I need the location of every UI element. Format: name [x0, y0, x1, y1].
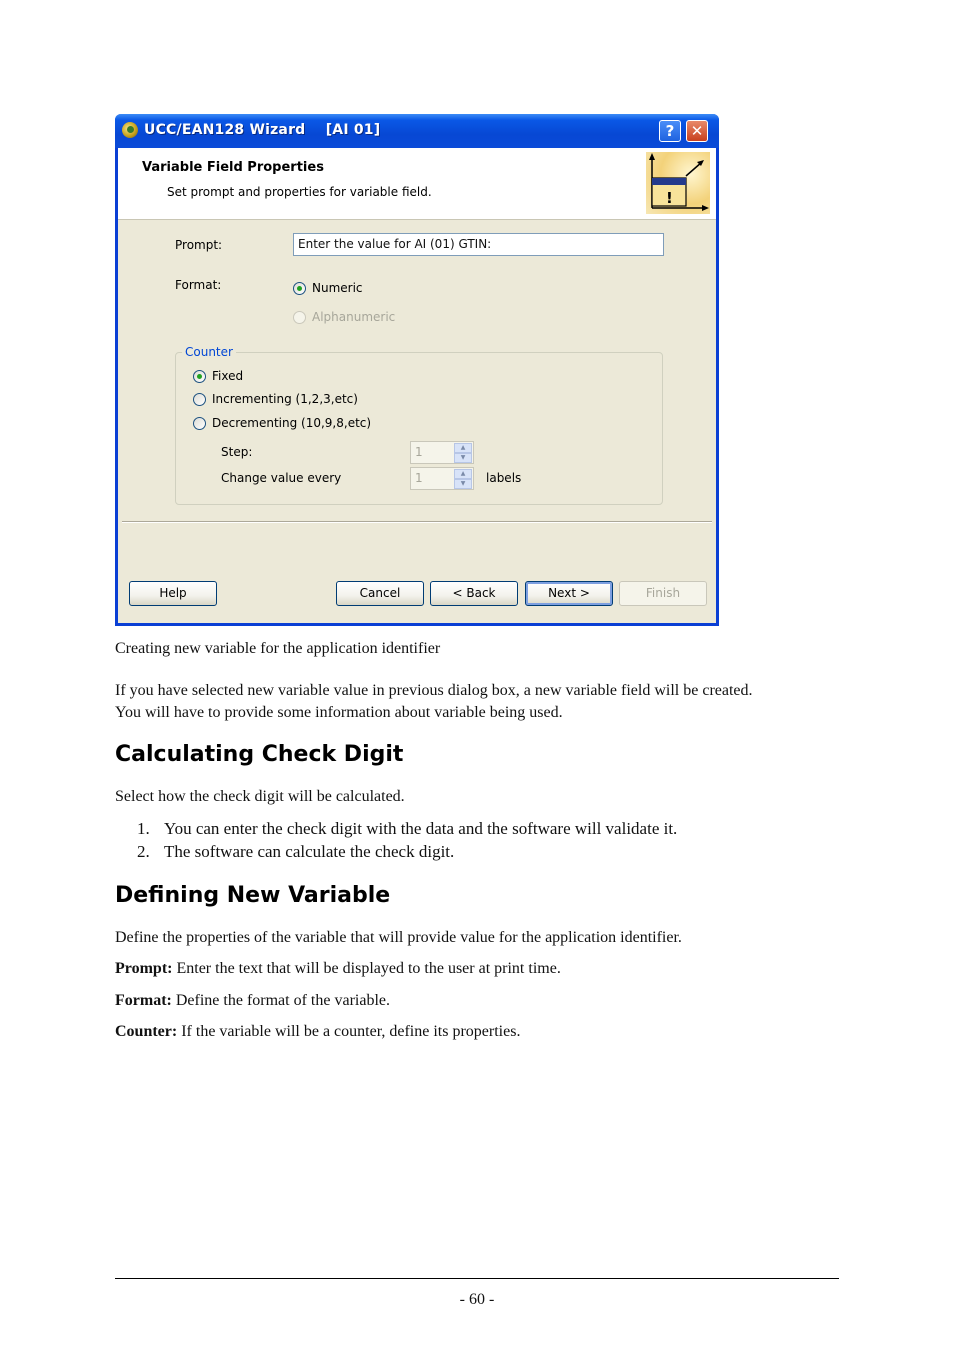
intro-paragraph-line2: You will have to provide some information about variable being used.	[115, 704, 563, 721]
next-button[interactable]: Next >	[525, 581, 613, 606]
decrementing-radio[interactable]	[193, 417, 206, 430]
format-description: Define the format of the variable.	[171, 992, 390, 1009]
step-down-arrow-icon: ▼	[454, 453, 472, 463]
format-term: Format:	[115, 992, 172, 1009]
cancel-button[interactable]: Cancel	[336, 581, 424, 606]
button-separator	[122, 521, 712, 523]
svg-text:!: !	[666, 189, 673, 207]
heading-check-digit: Calculating Check Digit	[115, 742, 404, 767]
list-text: You can enter the check digit with the data and the software will validate it.	[164, 819, 678, 838]
app-icon	[122, 122, 138, 138]
back-button[interactable]: < Back	[430, 581, 518, 606]
change-down-arrow-icon: ▼	[454, 479, 472, 489]
prompt-definition	[115, 958, 561, 980]
counter-term: Counter:	[115, 1023, 178, 1040]
step-up-arrow-icon: ▲	[454, 443, 472, 453]
change-up-arrow-icon: ▲	[454, 469, 472, 479]
figure-caption: Creating new variable for the application identifier	[115, 640, 441, 657]
help-button[interactable]: Help	[129, 581, 217, 606]
define-intro: Define the properties of the variable that will provide value for the application identifier.	[115, 929, 682, 946]
format-label: Format:	[175, 278, 222, 292]
fixed-radio[interactable]	[193, 370, 206, 383]
incrementing-radio[interactable]	[193, 393, 206, 406]
prompt-term: Prompt:	[115, 960, 173, 977]
incrementing-option-label[interactable]: Incrementing (1,2,3,etc)	[212, 392, 358, 406]
prompt-label: Prompt:	[175, 238, 223, 252]
prompt-description: Enter the text that will be displayed to the user at print time.	[172, 960, 561, 977]
help-title-button[interactable]: ?	[659, 120, 681, 142]
numeric-radio[interactable]	[293, 282, 306, 295]
finish-button: Finish	[619, 581, 707, 606]
change-value-label: Change value every	[221, 471, 342, 485]
change-value: 1	[415, 471, 423, 485]
numeric-option-label[interactable]: Numeric	[312, 281, 363, 295]
wizard-dialog	[115, 114, 719, 626]
counter-group-title: Counter	[182, 345, 236, 359]
title-bar[interactable]	[115, 114, 719, 148]
counter-description: If the variable will be a counter, define its properties.	[177, 1023, 521, 1040]
list-number: 1.	[137, 819, 150, 838]
fixed-option-label[interactable]: Fixed	[212, 369, 244, 383]
prompt-input[interactable]: Enter the value for AI (01) GTIN:	[293, 233, 664, 256]
step-label: Step:	[221, 445, 253, 459]
page-number: - 60 -	[459, 1291, 495, 1308]
heading-new-variable: Defining New Variable	[115, 883, 391, 908]
step-spinner	[410, 441, 474, 464]
list-text: The software can calculate the check digit.	[164, 842, 455, 861]
header-subtitle: Set prompt and properties for variable field.	[167, 185, 432, 199]
header-title: Variable Field Properties	[142, 160, 324, 175]
wizard-graphic-icon	[646, 152, 710, 214]
window-title: UCC/EAN128 Wizard [AI 01]	[144, 122, 381, 138]
alphanumeric-option-label: Alphanumeric	[312, 310, 396, 324]
labels-suffix: labels	[486, 471, 522, 485]
format-definition	[115, 990, 390, 1012]
decrementing-option-label[interactable]: Decrementing (10,9,8,etc)	[212, 416, 372, 430]
footer-divider	[115, 1278, 839, 1279]
intro-paragraph-line1: If you have selected new variable value in previous dialog box, a new variable field will be created.	[115, 682, 753, 699]
step-value: 1	[415, 445, 423, 459]
counter-definition	[115, 1021, 520, 1043]
change-value-spinner	[410, 467, 474, 490]
list-number: 2.	[137, 842, 150, 861]
wizard-header	[118, 148, 716, 220]
close-button[interactable]: ✕	[686, 120, 708, 142]
check-digit-intro: Select how the check digit will be calculated.	[115, 788, 405, 805]
alphanumeric-radio	[293, 311, 306, 324]
